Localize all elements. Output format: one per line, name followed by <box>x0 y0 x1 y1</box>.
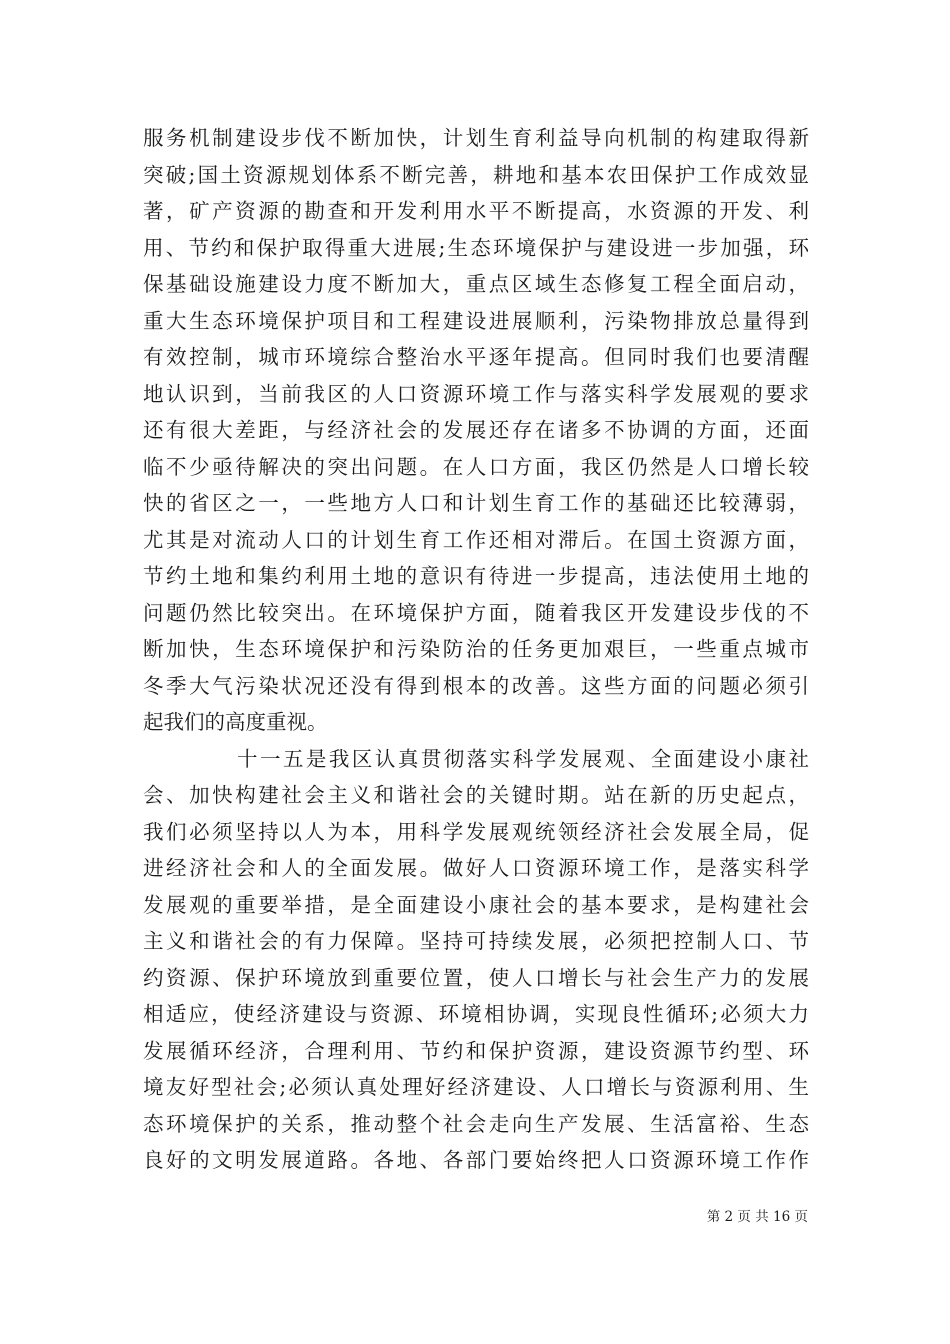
text-line: 用、节约和保护取得重大进展;生态环境保护与建设进一步加强，环 <box>143 235 809 260</box>
text-line: 冬季大气污染状况还没有得到根本的改善。这些方面的问题必须引 <box>143 673 809 698</box>
text-line: 突破;国土资源规划体系不断完善，耕地和基本农田保护工作成效显 <box>143 162 809 187</box>
text-line: 态环境保护的关系，推动整个社会走向生产发展、生活富裕、生态 <box>143 1111 809 1136</box>
text-line: 尤其是对流动人口的计划生育工作还相对滞后。在国土资源方面， <box>143 527 809 552</box>
text-line: 著，矿产资源的勘查和开发利用水平不断提高，水资源的开发、利 <box>143 199 809 223</box>
text-line: 约资源、保护环境放到重要位置，使人口增长与社会生产力的发展 <box>143 965 809 990</box>
text-line: 临不少亟待解决的突出问题。在人口方面，我区仍然是人口增长较 <box>143 454 809 479</box>
text-line: 服务机制建设步伐不断加快，计划生育利益导向机制的构建取得新 <box>143 126 809 150</box>
text-line: 还有很大差距，与经济社会的发展还存在诸多不协调的方面，还面 <box>143 418 809 442</box>
text-line: 节约土地和集约利用土地的意识有待进一步提高，违法使用土地的 <box>143 564 809 588</box>
text-line: 起我们的高度重视。 <box>143 710 328 734</box>
text-line: 境友好型社会;必须认真处理好经济建设、人口增长与资源利用、生 <box>143 1075 809 1099</box>
page-number: 第 2 页 共 16 页 <box>706 1209 808 1225</box>
text-line: 断加快，生态环境保护和污染防治的任务更加艰巨，一些重点城市 <box>143 637 809 661</box>
text-line: 相适应，使经济建设与资源、环境相协调，实现良性循环;必须大力 <box>143 1002 809 1026</box>
document-body <box>143 120 809 1179</box>
text-line: 重大生态环境保护项目和工程建设进展顺利，污染物排放总量得到 <box>143 308 809 333</box>
text-line: 有效控制，城市环境综合整治水平逐年提高。但同时我们也要清醒 <box>143 345 809 369</box>
text-line: 保基础设施建设力度不断加大，重点区域生态修复工程全面启动， <box>143 272 809 296</box>
text-line: 十一五是我区认真贯彻落实科学发展观、全面建设小康社 <box>237 746 809 771</box>
text-line: 良好的文明发展道路。各地、各部门要始终把人口资源环境工作作 <box>143 1148 809 1172</box>
paragraph-1 <box>143 120 809 741</box>
paragraph-2 <box>143 741 809 1179</box>
text-line: 会、加快构建社会主义和谐社会的关键时期。站在新的历史起点， <box>143 783 809 807</box>
text-line: 问题仍然比较突出。在环境保护方面，随着我区开发建设步伐的不 <box>143 600 809 625</box>
text-line: 发展观的重要举措，是全面建设小康社会的基本要求，是构建社会 <box>143 892 809 917</box>
text-line: 我们必须坚持以人为本，用科学发展观统领经济社会发展全局，促 <box>143 819 809 844</box>
text-line: 发展循环经济，合理利用、节约和保护资源，建设资源节约型、环 <box>143 1038 809 1063</box>
text-line: 主义和谐社会的有力保障。坚持可持续发展，必须把控制人口、节 <box>143 929 809 953</box>
text-line: 进经济社会和人的全面发展。做好人口资源环境工作，是落实科学 <box>143 856 809 880</box>
text-line: 快的省区之一，一些地方人口和计划生育工作的基础还比较薄弱， <box>143 491 809 515</box>
text-line: 地认识到，当前我区的人口资源环境工作与落实科学发展观的要求 <box>143 381 809 406</box>
